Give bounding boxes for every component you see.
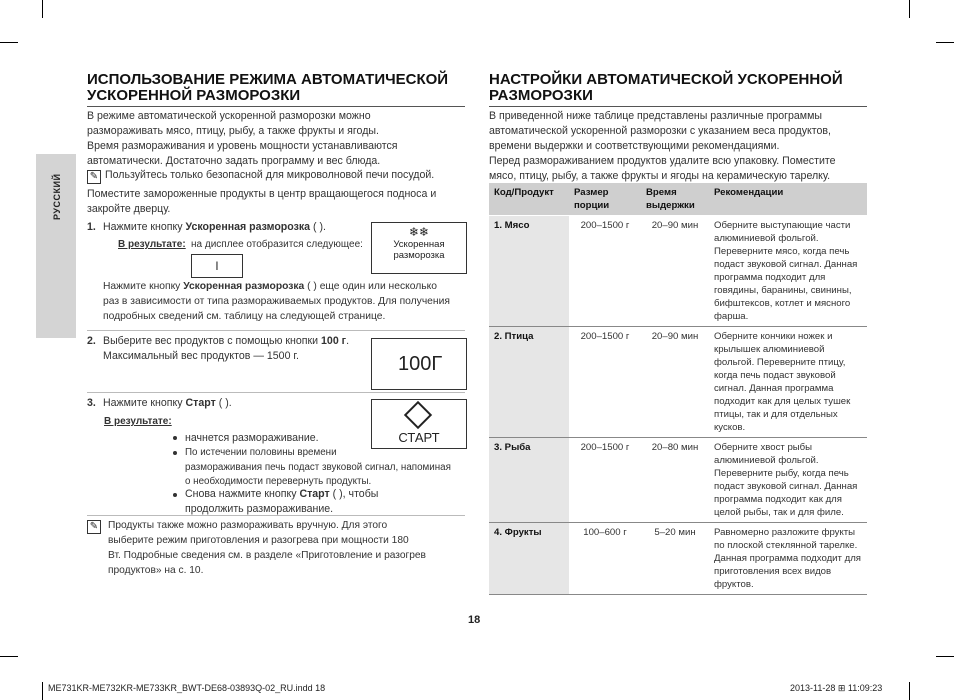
bullet-press-start-again: Снова нажмите кнопку Старт ( ), чтобы продолжить размораживание. — [185, 488, 379, 515]
col-header-recommendations: Рекомендации — [709, 183, 867, 216]
step3-number: 3. — [87, 397, 96, 409]
left-title-rule — [87, 106, 465, 107]
table-row: 2. Птица 200–1500 г 20–90 мин Оберните кончики ножек и крылышек алюминиевой фольгой. Переверните птицу, когда печь подаст звуковой сигнал. Данная программа подходит как для целых тушек птицы, так и для отдельных кусков. — [489, 327, 867, 438]
bullet — [173, 436, 177, 440]
crop-mark — [0, 656, 18, 657]
bullet — [173, 451, 177, 455]
step1-result-label: В результате: — [118, 239, 186, 250]
note-safe-dishes: Пользуйтесь только безопасной для микроволновой печи посудой. — [105, 169, 435, 181]
step1-repeat-text: Нажмите кнопку Ускоренная разморозка ( ) еще один или несколько раз в зависимости от типа размораживаемых продуктов. Для получения подробных сведений см. таблицу на следующей странице. — [103, 281, 450, 322]
step-divider — [87, 515, 465, 516]
start-icon — [404, 401, 432, 429]
display-box — [191, 254, 243, 278]
step-divider — [87, 392, 465, 393]
table-row: 1. Мясо 200–1500 г 20–90 мин Оберните выступающие части алюминиевой фольгой. Переверните мясо, когда печь подаст звуковой сигнал. Данная программа подходит для говядины, баранины, свинины, бифштексов, котлет и мясного фарша. — [489, 216, 867, 327]
weight-100g-panel[interactable] — [371, 338, 467, 390]
col-header-time: Время выдержки — [641, 183, 709, 216]
note-manual-defrost: Продукты также можно размораживать вручную. Для этого выберите режим приготовления и разогрева при мощности 180 Вт. Подробные сведения см. в разделе «Приготовление и разогрев продуктов» на с. 10. — [108, 520, 426, 576]
defrost-panel-label-1: Ускоренная — [393, 239, 445, 250]
step-divider — [87, 330, 465, 331]
footer-timestamp: 2013-11-28 ⊞ 11:09:23 — [790, 683, 883, 693]
step1-text: Нажмите кнопку Ускоренная разморозка ( ). — [103, 221, 326, 233]
step3-result-label: В результате: — [104, 416, 172, 427]
crop-mark — [909, 682, 910, 700]
step1-number: 1. — [87, 221, 96, 233]
col-header-size: Размер порции — [569, 183, 641, 216]
crop-mark — [0, 42, 18, 43]
language-label: РУССКИЙ — [52, 173, 62, 220]
auto-defrost-panel[interactable] — [371, 222, 467, 274]
defrost-icon: ❄❄ — [408, 225, 430, 239]
right-title-rule — [489, 106, 867, 107]
defrost-table — [489, 183, 867, 595]
step1-result-text: на дисплее отобразится следующее: — [191, 239, 363, 250]
table-row: 4. Фрукты 100–600 г 5–20 мин Равномерно разложите фрукты по плоской стеклянной тарелке. Данная программа подходит для приготовления всех видов фруктов. — [489, 523, 867, 595]
bullet-half-time: По истечении половины времени размораживания печь подаст звуковой сигнал, напоминая о необходимости перевернуть продукты. — [185, 447, 451, 487]
col-header-code: Код/Продукт — [489, 183, 569, 216]
right-intro: В приведенной ниже таблице представлены различные программы автоматической ускоренной разморозки с указанием веса продуктов, времени выдержки и соответствующими рекомендациями. Перед размораживанием продуктов удалите всю упаковку. Поместите мясо, птицу, рыбу, а также фрукты и ягоды на керамическую тарелку. — [489, 110, 836, 182]
footer-filename: ME731KR-ME732KR-ME733KR_BWT-DE68-03893Q-02_RU.indd 18 — [48, 683, 326, 693]
note-icon: ✎ — [87, 520, 101, 534]
crop-mark — [936, 656, 954, 657]
crop-mark — [936, 42, 954, 43]
bullet-defrost-starts: начнется размораживание. — [185, 432, 319, 444]
left-title: ИСПОЛЬЗОВАНИЕ РЕЖИМА АВТОМАТИЧЕСКОЙ УСКОРЕННОЙ РАЗМОРОЗКИ — [87, 71, 449, 104]
bullet — [173, 493, 177, 497]
step3-text: Нажмите кнопку Старт ( ). — [103, 397, 232, 409]
weight-panel-label: 100Г — [398, 353, 443, 375]
table-row: 3. Рыба 200–1500 г 20–80 мин Оберните хвост рыбы алюминиевой фольгой. Переверните рыбу, когда печь подаст звуковой сигнал. Данная программа подходит как для целой рыбы, так и для филе. — [489, 438, 867, 523]
left-intro: В режиме автоматической ускоренной разморозки можно размораживать мясо, птицу, рыбу, а также фрукты и ягоды. Время размораживания и уровень мощности устанавливаются автоматически. Достаточно задать программу и вес блюда. — [87, 110, 398, 167]
display-value: l — [215, 259, 219, 273]
crop-mark — [909, 0, 910, 18]
start-panel-label: СТАРТ — [398, 430, 440, 445]
start-panel[interactable] — [371, 399, 467, 449]
crop-mark — [42, 0, 43, 18]
crop-mark — [42, 682, 43, 700]
right-title: НАСТРОЙКИ АВТОМАТИЧЕСКОЙ УСКОРЕННОЙ РАЗМОРОЗКИ — [489, 71, 843, 104]
place-food-text: Поместите замороженные продукты в центр вращающегося подноса и закройте дверцу. — [87, 188, 437, 215]
page-number: 18 — [468, 614, 481, 626]
defrost-panel-label-2: разморозка — [393, 250, 445, 261]
note-icon: ✎ — [87, 170, 101, 184]
table-header-row — [489, 183, 867, 216]
step2-text: Выберите вес продуктов с помощью кнопки 100 г. Максимальный вес продуктов — 1500 г. — [103, 335, 350, 362]
step2-number: 2. — [87, 335, 96, 347]
